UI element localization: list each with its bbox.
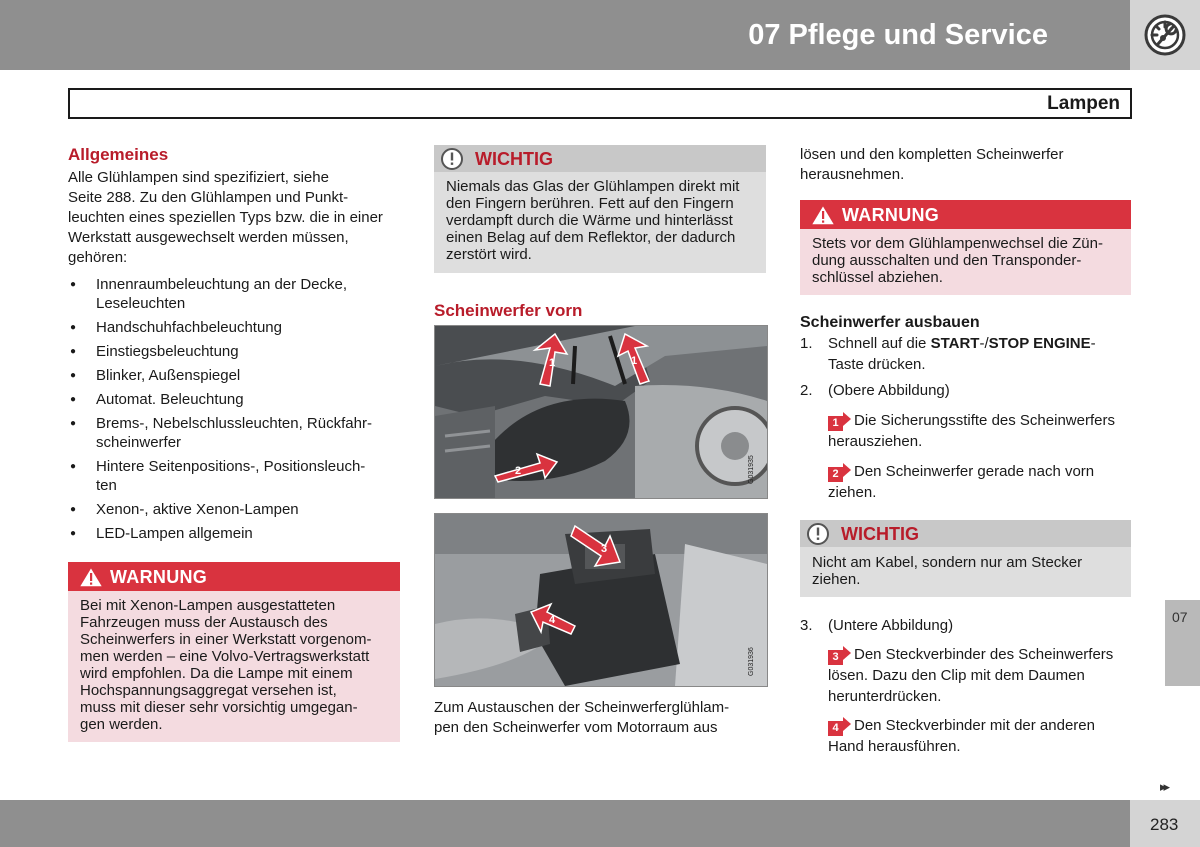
- warning-header: [68, 562, 400, 591]
- connector-photo: [435, 514, 767, 686]
- header-bar: [0, 0, 1130, 70]
- heading-allgemeines: Allgemeines: [68, 145, 169, 164]
- intro-line: Seite 288. Zu den Glühlampen und Punkt-: [68, 189, 349, 206]
- list-item: ● Automat. Beleuchtung: [68, 390, 408, 409]
- chapter-title: 07 Pflege und Service: [748, 19, 1048, 51]
- marker-1-icon: 1: [828, 416, 843, 431]
- continued-text: lösen und den kompletten Scheinwerfer herausnehmen.: [800, 146, 1064, 183]
- important-label: WICHTIG: [841, 524, 919, 544]
- important-text: Nicht am Kabel, sondern nur am Stecker ziehen.: [812, 554, 1083, 588]
- list-item: ● LED-Lampen allgemein: [68, 524, 408, 543]
- warning-label: WARNUNG: [110, 567, 208, 587]
- warning-header: [800, 200, 1131, 229]
- step-2-text: (Obere Abbildung): [828, 382, 950, 399]
- section-title: Lampen: [1047, 93, 1120, 114]
- footer-bar: [0, 800, 1130, 847]
- warning-triangle-icon: [810, 204, 836, 226]
- continue-arrow-icon: ▸▸: [1160, 779, 1168, 794]
- svg-text:3: 3: [601, 543, 608, 555]
- svg-text:2: 2: [515, 465, 522, 477]
- substep-2: 2 Den Scheinwerfer gerade nach vorn ziehen.: [828, 463, 1095, 501]
- step-1-text: Schnell auf die START-/STOP ENGINE- Taste drücken.: [828, 335, 1096, 373]
- substep-4: 4 Den Steckverbinder mit der anderen Hand herausführen.: [828, 717, 1095, 755]
- important-box-cable: [800, 520, 1131, 597]
- subheading-scheinwerfer-ausbauen: Scheinwerfer ausbauen: [800, 314, 980, 331]
- important-icon: [806, 522, 830, 546]
- step-2-number: 2.: [800, 382, 813, 399]
- svg-text:4: 4: [549, 614, 556, 626]
- list-item: ● Xenon-, aktive Xenon-Lampen: [68, 500, 408, 519]
- section-title-box: [68, 88, 1132, 119]
- substep-1: 1 Die Sicherungsstifte des Scheinwerfers herausziehen.: [828, 412, 1115, 450]
- wrench-gear-icon: [1130, 0, 1200, 70]
- intro-paragraph: [68, 168, 408, 268]
- step-3-text: (Untere Abbildung): [828, 617, 954, 634]
- list-item: ● Hintere Seitenpositions-, Positionsleuch- ten: [68, 457, 408, 495]
- important-header: [434, 145, 766, 172]
- bulb-list: [68, 275, 408, 548]
- substep-3: 3 Den Steckverbinder des Scheinwerfers lösen. Dazu den Clip mit dem Daumen herunterdrücken.: [828, 646, 1114, 705]
- svg-text:1: 1: [549, 357, 556, 369]
- warning-label: WARNUNG: [842, 205, 940, 225]
- chapter-side-tab-label: 07: [1172, 609, 1188, 625]
- warning-triangle-icon: [78, 566, 104, 588]
- list-item: ● Innenraumbeleuchtung an der Decke, Leseleuchten: [68, 275, 408, 313]
- intro-line: Alle Glühlampen sind spezifiziert, siehe: [68, 169, 329, 186]
- important-icon: [440, 147, 464, 171]
- svg-text:1: 1: [631, 355, 638, 367]
- important-box-glass: [434, 145, 766, 273]
- list-item: ● Handschuhfachbeleuchtung: [68, 318, 408, 337]
- heading-scheinwerfer-vorn: Scheinwerfer vorn: [434, 301, 583, 320]
- illustration-headlight-removal: [434, 325, 768, 499]
- intro-line: leuchten eines speziellen Typs bzw. die in einer: [68, 209, 383, 226]
- engine-bay-photo: [435, 326, 767, 498]
- chapter-icon-box: [1130, 0, 1200, 70]
- step-1-number: 1.: [800, 335, 813, 352]
- warning-text: Bei mit Xenon-Lampen ausgestatteten Fahrzeugen muss der Austausch des Scheinwerfers in einer Werkstatt vorgenom- men werden – eine Volvo-Vertragswerkstatt wird empfohlen. Da die Lampe mit einem Hochspannungsaggregat versehen ist, muss mit dieser sehr vorsichtig umgegan- gen werden.: [80, 597, 372, 733]
- image-caption: Zum Austauschen der Scheinwerferglühlam- pen den Scheinwerfer vom Motorraum aus: [434, 699, 730, 736]
- image-code: G031936: [748, 647, 755, 676]
- marker-4-icon: 4: [828, 721, 843, 736]
- marker-3-icon: 3: [828, 650, 843, 665]
- warning-text: Stets vor dem Glühlampenwechsel die Zün- dung ausschalten und den Transponder- schlüssel abziehen.: [812, 235, 1103, 286]
- page-number: 283: [1150, 815, 1179, 834]
- important-label: WICHTIG: [475, 149, 553, 169]
- intro-line: Werkstatt ausgewechselt werden müssen,: [68, 229, 349, 246]
- list-item: ● Blinker, Außenspiegel: [68, 366, 408, 385]
- list-item: ● Einstiegsbeleuchtung: [68, 342, 408, 361]
- intro-line: gehören:: [68, 249, 128, 266]
- image-code: G031935: [748, 455, 755, 484]
- step-3-number: 3.: [800, 617, 813, 634]
- marker-2-icon: 2: [828, 467, 843, 482]
- list-item: ● Brems-, Nebelschlussleuchten, Rückfahr- scheinwerfer: [68, 414, 408, 452]
- warning-box-xenon: [68, 562, 400, 742]
- illustration-connector-removal: [434, 513, 768, 687]
- important-text: Niemals das Glas der Glühlampen direkt mit den Fingern berühren. Fett auf den Fingern verdampft durch die Wärme und hinterlässt einen Belag auf dem Reflektor, der dadurch zerstört wird.: [446, 178, 740, 263]
- warning-box-ignition: [800, 200, 1131, 295]
- important-header: [800, 520, 1131, 547]
